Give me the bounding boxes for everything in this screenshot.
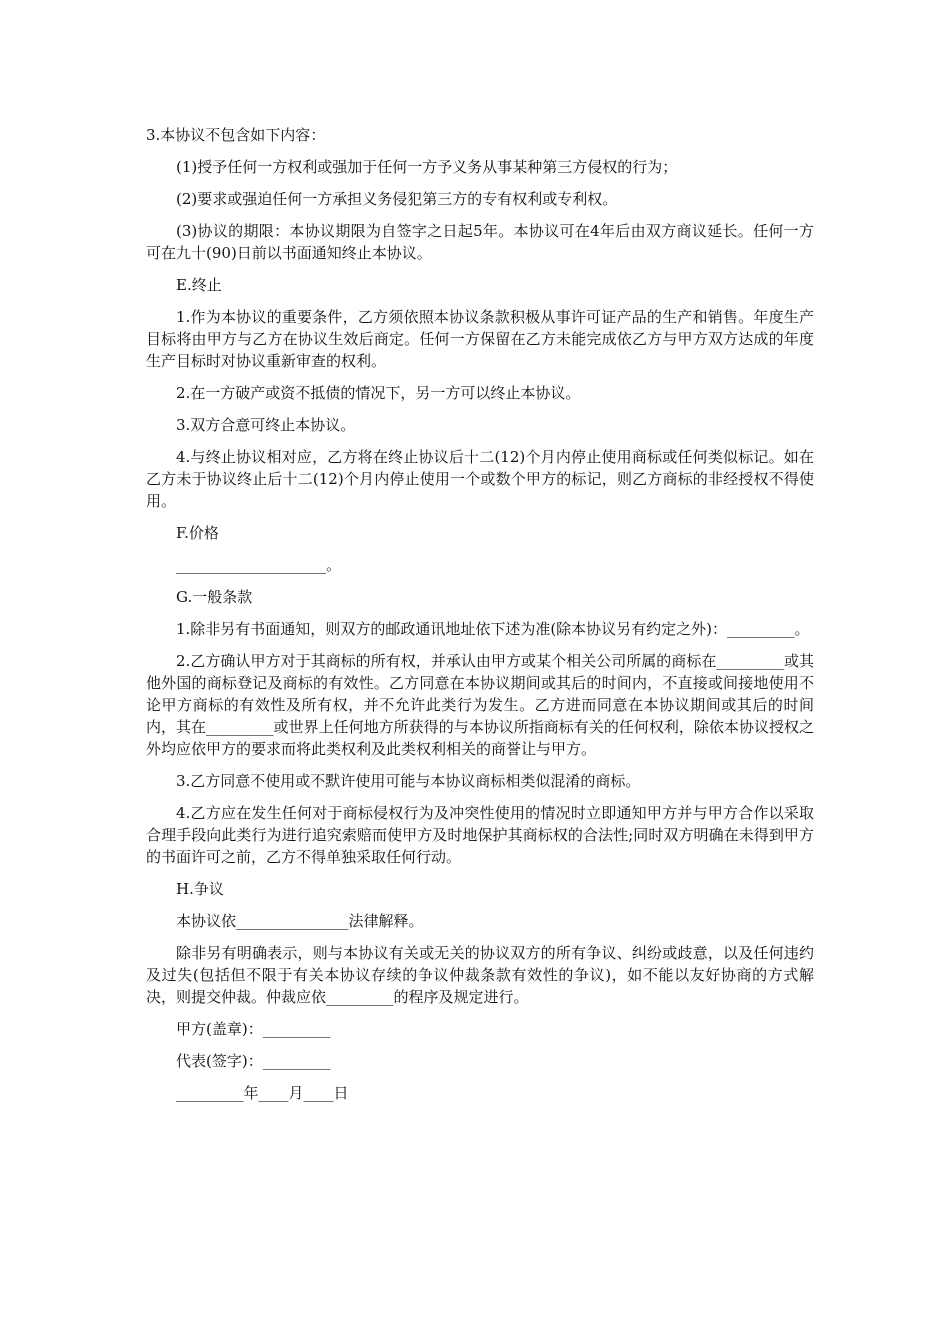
date-line: _________年____月____日 (176, 1084, 349, 1102)
paragraph: 1.作为本协议的重要条件，乙方须依照本协议条款积极从事许可证产品的生产和销售。年度生产目标将由甲方与乙方在协议生效后商定。任何一方保留在乙方未能完成依乙方与甲方双方达成的年度生产目标时对协议重新审查的权利。 (146, 308, 814, 370)
paragraph: 4.乙方应在发生任何对于商标侵权行为及冲突性使用的情况时立即通知甲方并与甲方合作以采取合理手段向此类行为进行追究索赔而使甲方及时地保护其商标权的合法性;同时双方明确在未得到甲方的书面许可之前，乙方不得单独采取任何行动。 (146, 804, 814, 866)
section-heading: G.一般条款 (176, 588, 253, 606)
paragraph: 2.在一方破产或资不抵债的情况下，另一方可以终止本协议。 (176, 384, 581, 402)
paragraph: 本协议依_______________法律解释。 (176, 912, 424, 930)
section-heading: E.终止 (176, 276, 222, 294)
signature-line-representative: 代表(签字)：_________ (176, 1052, 331, 1070)
signature-line-party-a: 甲方(盖章)：_________ (176, 1020, 331, 1038)
paragraph: 1.除非另有书面通知，则双方的邮政通讯地址依下述为准(除本协议另有约定之外)：_________。 (176, 620, 810, 638)
paragraph: (1)授予任何一方权利或强加于任何一方予义务从事某种第三方侵权的行为； (176, 158, 678, 176)
paragraph: 3.乙方同意不使用或不默许使用可能与本协议商标相类似混淆的商标。 (176, 772, 641, 790)
paragraph: (3)协议的期限：本协议期限为自签字之日起5年。本协议可在4年后由双方商议延长。任何一方可在九十(90)日前以书面通知终止本协议。 (146, 222, 814, 262)
paragraph: 除非另有明确表示，则与本协议有关或无关的协议双方的所有争议、纠纷或歧意，以及任何违约及过失(包括但不限于有关本协议存续的争议仲裁条款有效性的争议)，如不能以友好协商的方式解决，则提交仲裁。仲裁应依_________的程序及规定进行。 (146, 944, 814, 1006)
section-heading: H.争议 (176, 880, 224, 898)
paragraph: (2)要求或强迫任何一方承担义务侵犯第三方的专有权利或专利权。 (176, 190, 618, 208)
document-page (146, 124, 814, 1114)
blank-line: ____________________。 (176, 556, 342, 574)
section-heading: F.价格 (176, 524, 219, 542)
paragraph: 3.双方合意可终止本协议。 (176, 416, 356, 434)
paragraph: 3.本协议不包含如下内容： (146, 126, 326, 144)
paragraph: 4.与终止协议相对应，乙方将在终止协议后十二(12)个月内停止使用商标或任何类似标记。如在乙方未于协议终止后十二(12)个月内停止使用一个或数个甲方的标记，则乙方商标的非经授权不得使用。 (146, 448, 814, 510)
paragraph: 2.乙方确认甲方对于其商标的所有权，并承认由甲方或某个相关公司所属的商标在_________或其他外国的商标登记及商标的有效性。乙方同意在本协议期间或其后的时间内，不直接或间接地使用不论甲方商标的有效性及所有权，并不允许此类行为发生。乙方进而同意在本协议期间或其后的时间内，其在_________或世界上任何地方所获得的与本协议所指商标有关的任何权利，除依本协议授权之外均应依甲方的要求而将此类权利及此类权利相关的商誉让与甲方。 (146, 652, 814, 758)
